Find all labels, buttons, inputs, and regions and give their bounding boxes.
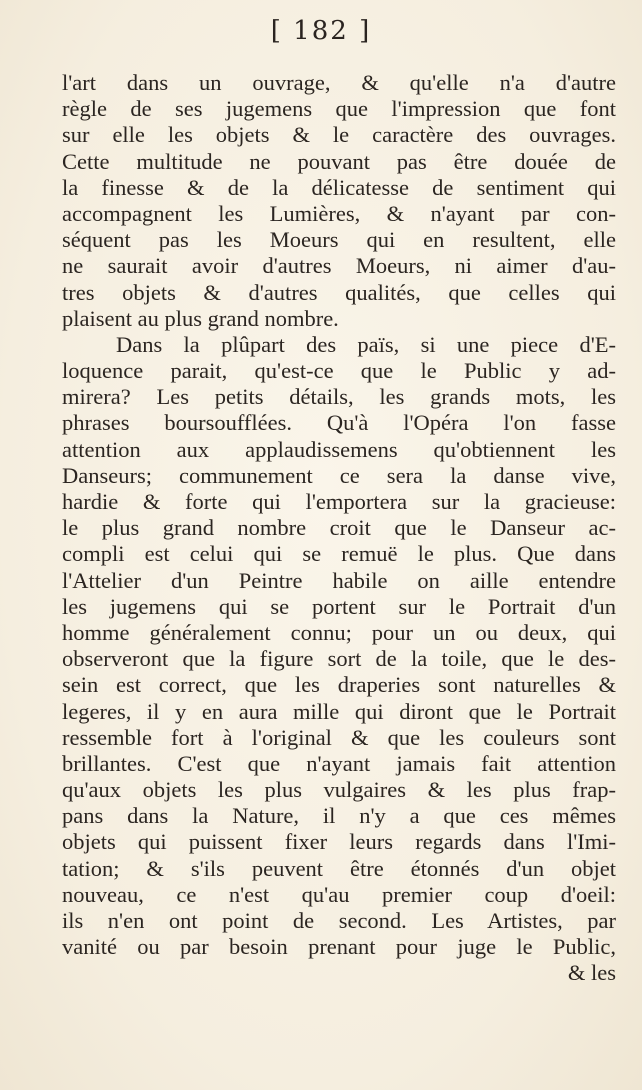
- text-line: les jugemens qui se portent sur le Portrait d'un: [62, 593, 616, 619]
- text-line: mirera? Les petits détails, les grands mots, les: [62, 384, 616, 410]
- text-line: ressemble fort à l'original & que les couleurs sont: [62, 724, 616, 750]
- text-line: le plus grand nombre croit que le Danseur ac-: [62, 515, 616, 541]
- text-line: loquence parait, qu'est-ce que le Public y ad-: [62, 358, 616, 384]
- text-line: attention aux applaudissemens qu'obtiennent les: [62, 436, 616, 462]
- catchword: & les: [567, 960, 616, 986]
- text-line: observeront que la figure sort de la toile, que le des-: [62, 646, 616, 672]
- text-line: brillantes. C'est que n'ayant jamais fait attention: [62, 750, 616, 776]
- body-text: [62, 70, 616, 987]
- text-line: ne saurait avoir d'autres Moeurs, ni aimer d'au-: [62, 253, 616, 279]
- text-line: homme généralement connu; pour un ou deux, qui: [62, 619, 616, 645]
- text-line: nouveau, ce n'est qu'au premier coup d'oeil:: [62, 881, 616, 907]
- text-line: la finesse & de la délicatesse de sentiment qui: [62, 174, 616, 200]
- text-line: sein est correct, que les draperies sont naturelles &: [62, 672, 616, 698]
- text-line: plaisent au plus grand nombre.: [62, 305, 339, 331]
- text-line: tres objets & d'autres qualités, que celles qui: [62, 279, 616, 305]
- text-line: vanité ou par besoin prenant pour juge le Public,: [62, 934, 616, 960]
- text-line: accompagnent les Lumières, & n'ayant par con-: [62, 200, 616, 226]
- text-line: compli est celui qui se remuë le plus. Que dans: [62, 541, 616, 567]
- text-line: hardie & forte qui l'emportera sur la gracieuse:: [62, 489, 616, 514]
- text-line: legeres, il y en aura mille qui diront que le Portrait: [62, 698, 616, 724]
- text-line: phrases boursoufflées. Qu'à l'Opéra l'on fasse: [62, 410, 616, 436]
- text-line: l'Attelier d'un Peintre habile on aille entendre: [62, 567, 616, 593]
- text-line: Dans la plûpart des païs, si une piece d'E-: [116, 331, 616, 357]
- text-line: ils n'en ont point de second. Les Artistes, par: [62, 908, 616, 933]
- text-line: règle de ses jugemens que l'impression que font: [62, 96, 616, 122]
- text-line: Cette multitude ne pouvant pas être douée de: [62, 148, 616, 174]
- text-line: séquent pas les Moeurs qui en resultent, elle: [62, 227, 616, 253]
- text-line: qu'aux objets les plus vulgaires & les plus frap-: [62, 777, 616, 803]
- page-number: [ 182 ]: [270, 16, 372, 46]
- text-line: l'art dans un ouvrage, & qu'elle n'a d'autre: [62, 70, 616, 95]
- text-line: objets qui puissent fixer leurs regards dans l'Imi-: [62, 829, 616, 855]
- text-line: sur elle les objets & le caractère des ouvrages.: [62, 122, 616, 148]
- text-line: tation; & s'ils peuvent être étonnés d'un objet: [62, 855, 616, 881]
- text-line: Danseurs; communement ce sera la danse vive,: [62, 462, 616, 488]
- text-line: pans dans la Nature, il n'y a que ces mêmes: [62, 803, 616, 829]
